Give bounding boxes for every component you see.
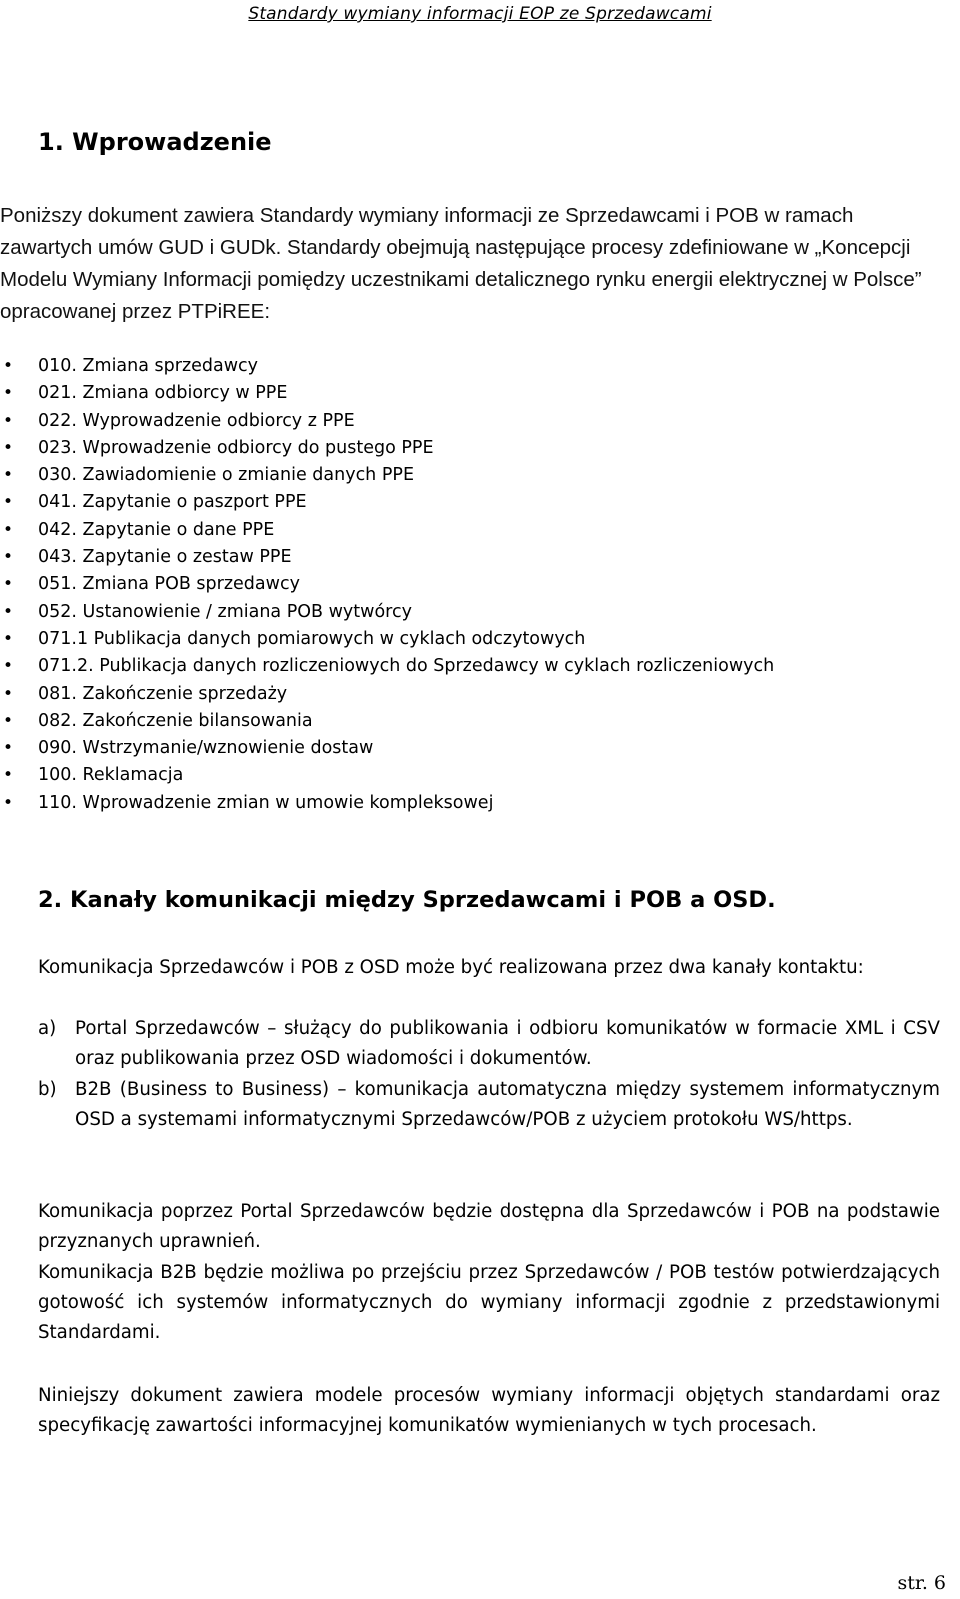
process-list-item-text: 023. Wprowadzenie odbiorcy do pustego PPE xyxy=(38,437,434,458)
process-list-item-text: 082. Zakończenie bilansowania xyxy=(38,710,313,731)
bullet-icon: • xyxy=(3,383,14,404)
channel-item-marker: b) xyxy=(38,1079,57,1100)
process-list-item xyxy=(0,544,774,571)
process-list-item xyxy=(0,762,774,789)
bullet-icon: • xyxy=(3,628,14,649)
process-list-item-text: 051. Zmiana POB sprzedawcy xyxy=(38,574,300,595)
bullet-icon: • xyxy=(3,738,14,759)
intro-paragraph: Poniższy dokument zawiera Standardy wymiany informacji ze Sprzedawcami i POB w ramach zawartych umów GUD i GUDk. Standardy obejmują następujące procesy zdefiniowane w „Koncepcji Modelu Wymiany Informacji pomiędzy uczestnikami detalicznego rynku energii elektrycznej w Polsce” opracowanej przez PTPiREE: xyxy=(0,204,922,323)
process-list-item-text: 071.2. Publikacja danych rozliczeniowych do Sprzedawcy w cyklach rozliczeniowych xyxy=(38,656,775,677)
channel-item-text: B2B (Business to Business) – komunikacja automatyczna między systemem informatycznym OSD a systemami informatycznymi Sprzedawców/POB z użyciem protokołu WS/https. xyxy=(75,1079,940,1130)
section-1-heading: 1. Wprowadzenie xyxy=(38,128,272,156)
bullet-icon: • xyxy=(3,465,14,486)
process-list-item-text: 043. Zapytanie o zestaw PPE xyxy=(38,547,292,568)
process-list-item xyxy=(0,462,774,489)
section-2-paragraph-2: Komunikacja poprzez Portal Sprzedawców będzie dostępna dla Sprzedawców i POB na podstawie przyznanych uprawnień. xyxy=(38,1201,940,1252)
process-list-item-text: 081. Zakończenie sprzedaży xyxy=(38,683,288,704)
process-list-item xyxy=(0,408,774,435)
process-list-item xyxy=(0,353,774,380)
bullet-icon: • xyxy=(3,547,14,568)
bullet-icon: • xyxy=(3,683,14,704)
bullet-icon: • xyxy=(3,710,14,731)
channel-item-a xyxy=(38,1014,940,1074)
bullet-icon: • xyxy=(3,601,14,622)
process-list-item xyxy=(0,489,774,516)
process-list-item xyxy=(0,790,774,817)
bullet-icon: • xyxy=(3,492,14,513)
section-2-heading: 2. Kanały komunikacji między Sprzedawcami i POB a OSD. xyxy=(38,887,776,913)
document-header-title: Standardy wymiany informacji EOP ze Sprzedawcami xyxy=(248,4,712,24)
process-list-item-text: 071.1 Publikacja danych pomiarowych w cyklach odczytowych xyxy=(38,628,586,649)
channel-item-text: Portal Sprzedawców – służący do publikowania i odbioru komunikatów w formacie XML i CSV oraz publikowania przez OSD wiadomości i dokumentów. xyxy=(75,1018,940,1069)
process-list-item xyxy=(0,653,774,680)
bullet-icon: • xyxy=(3,410,14,431)
bullet-icon: • xyxy=(3,656,14,677)
page-number: str. 6 xyxy=(897,1572,946,1594)
process-list-item-text: 110. Wprowadzenie zmian w umowie kompleksowej xyxy=(38,792,494,813)
process-list-item xyxy=(0,626,774,653)
process-list-item-text: 090. Wstrzymanie/wznowienie dostaw xyxy=(38,738,374,759)
process-list-item xyxy=(0,681,774,708)
process-list-item xyxy=(0,599,774,626)
channel-item-marker: a) xyxy=(38,1018,57,1039)
section-2-paragraph-1: Komunikacja Sprzedawców i POB z OSD może być realizowana przez dwa kanały kontaktu: xyxy=(38,957,864,978)
bullet-icon: • xyxy=(3,437,14,458)
process-list-item-text: 022. Wyprowadzenie odbiorcy z PPE xyxy=(38,410,355,431)
process-list xyxy=(0,353,774,817)
bullet-icon: • xyxy=(3,792,14,813)
process-list-item-text: 052. Ustanowienie / zmiana POB wytwórcy xyxy=(38,601,412,622)
process-list-item xyxy=(0,435,774,462)
bullet-icon: • xyxy=(3,356,14,376)
process-list-item-text: 042. Zapytanie o dane PPE xyxy=(38,519,275,540)
process-list-item-text: 010. Zmiana sprzedawcy xyxy=(38,356,259,376)
section-2-paragraph-4: Niniejszy dokument zawiera modele procesów wymiany informacji objętych standardami oraz specyfikację zawartości informacyjnej komunikatów wymienianych w tych procesach. xyxy=(38,1385,940,1436)
process-list-item xyxy=(0,517,774,544)
section-2-paragraph-3: Komunikacja B2B będzie możliwa po przejściu przez Sprzedawców / POB testów potwierdzających gotowość ich systemów informatycznych do wymiany informacji zgodnie z przedstawionymi Standardami. xyxy=(38,1262,940,1343)
process-list-item xyxy=(0,380,774,407)
process-list-item-text: 030. Zawiadomienie o zmianie danych PPE xyxy=(38,465,415,486)
channel-item-b xyxy=(38,1075,940,1135)
process-list-item xyxy=(0,571,774,598)
process-list-item-text: 100. Reklamacja xyxy=(38,765,184,786)
process-list-item-text: 041. Zapytanie o paszport PPE xyxy=(38,492,307,513)
process-list-item-text: 021. Zmiana odbiorcy w PPE xyxy=(38,383,288,404)
process-list-item xyxy=(0,735,774,762)
bullet-icon: • xyxy=(3,765,14,786)
bullet-icon: • xyxy=(3,574,14,595)
bullet-icon: • xyxy=(3,519,14,540)
process-list-item xyxy=(0,708,774,735)
